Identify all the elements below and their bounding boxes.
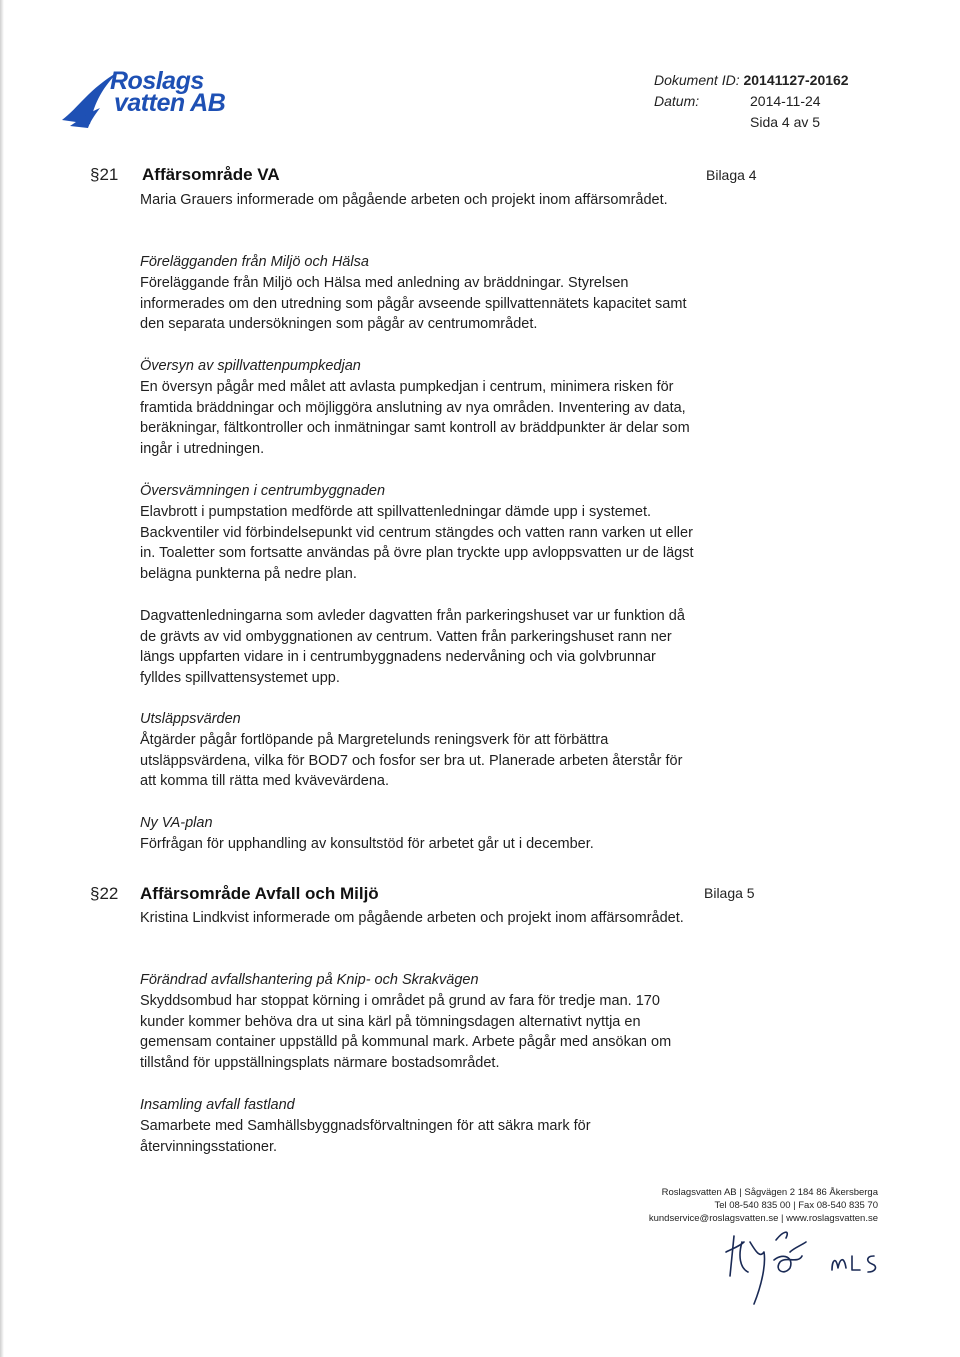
subsection-paragraph: Förfrågan för upphandling av konsultstöd för arbetet går ut i december. [140, 835, 594, 852]
section-22-intro [140, 908, 700, 929]
section-21-intro [140, 190, 700, 211]
subsection-heading: Utsläppsvärden [140, 711, 241, 727]
subsection-paragraph: Samarbete med Samhällsbyggnadsförvaltningen för att säkra mark för återvinningsstationer. [140, 1117, 591, 1155]
page-number: Sida 4 av 5 [750, 114, 821, 130]
footer-address: Roslagsvatten AB | Sågvägen 2 184 86 Åkersberga [661, 1187, 878, 1198]
subsection-heading: Insamling avfall fastland [140, 1097, 295, 1113]
subsection-paragraph: Dagvattenledningarna som avleder dagvatten från parkeringshuset var ur funktion då de grävts av vid ombyggnationen av centrum. Vatten från parkeringshuset rann ner längs uppfarten vidare in i centrumbyggnadens nedervåning och via golvbrunnar fylldes spillvattensystemet upp. [140, 607, 685, 687]
section-22-attachment: Bilaga 5 [704, 885, 755, 901]
subsection-paragraph: En översyn pågår med målet att avlasta pumpkedjan i centrum, minimera risken för framtida bräddningar och möjliggöra anslutning av nya områden. Inventering av data, beräkningar, fältkontroller och inmätningar samt kontroll av bräddpunkter är delar som ingår i utredningen. [140, 378, 690, 458]
subsection-paragraph: Föreläggande från Miljö och Hälsa med anledning av bräddningar. Styrelsen informerades om den utredning som pågår avseende spillvattennätets kapacitet samt den separata undersökningen som pågår av centrumområdet. [140, 274, 687, 333]
logo-line-2: vatten AB [114, 89, 226, 117]
doc-id-label: Dokument ID: [654, 72, 740, 88]
logo-line-1: Roslags [110, 67, 204, 95]
subsection-paragraph: Åtgärder pågår fortlöpande på Margretelunds reningsverk för att förbättra utsläppsvärdena, vilka för BOD7 och fosfor ser bra ut. Planerade arbeten återstår för att komma till rätta med kvävevärdena. [140, 731, 683, 790]
s21-sub-5 [140, 813, 700, 855]
document-info [654, 70, 849, 133]
logo-wordmark [110, 67, 226, 117]
handwritten-initials [720, 1212, 890, 1317]
s21-sub-2 [140, 356, 700, 460]
s21-sub-3 [140, 481, 700, 689]
subsection-heading: Översyn av spillvattenpumpkedjan [140, 358, 361, 374]
s21-sub-4 [140, 709, 700, 792]
subsection-heading: Översvämningen i centrumbyggnaden [140, 483, 386, 499]
scan-edge [0, 0, 4, 1357]
subsection-heading: Ny VA-plan [140, 815, 213, 831]
signature-initials-icon [720, 1212, 890, 1312]
date-row [654, 91, 849, 112]
section-22-intro-text: Kristina Lindkvist informerade om pågående arbeten och projekt inom affärsområdet. [140, 910, 684, 926]
section-22-title: Affärsområde Avfall och Miljö [140, 884, 379, 903]
s22-sub-1 [140, 970, 700, 1074]
subsection-heading: Förelägganden från Miljö och Hälsa [140, 254, 369, 270]
date-value: 2014-11-24 [750, 93, 821, 109]
s21-sub-1 [140, 252, 700, 335]
date-label: Datum: [654, 93, 700, 109]
section-21-intro-text: Maria Grauers informerade om pågående arbeten och projekt inom affärsområdet. [140, 192, 668, 208]
footer-phone: Tel 08-540 835 00 | Fax 08-540 835 70 [714, 1200, 878, 1211]
section-22-number: §22 [90, 884, 119, 903]
s22-sub-2 [140, 1095, 700, 1157]
company-logo [60, 68, 240, 128]
subsection-heading: Förändrad avfallshantering på Knip- och Skrakvägen [140, 972, 479, 988]
doc-id-value: 20141127-20162 [743, 72, 849, 88]
footer-contact: kundservice@roslagsvatten.se | www.roslagsvatten.se [648, 1213, 878, 1224]
section-21-number: §21 [90, 165, 119, 184]
doc-id-row [654, 70, 849, 91]
section-21-attachment: Bilaga 4 [706, 167, 757, 183]
subsection-paragraph: Skyddsombud har stoppat körning i området på grund av fara för tredje man. 170 kunder kommer behöva dra ut sina kärl på tömningsdagen alternativt nyttja en gemensam container uppställd på kommunal mark. Arbete pågår med ansökan om tillstånd för uppställningsplats närmare bostadsområdet. [140, 992, 672, 1072]
subsection-paragraph: Elavbrott i pumpstation medförde att spillvattenledningar dämde upp i systemet. Backventiler vid förbindelsepunkt vid centrum stängdes och vatten rann varken ut eller in. Toaletter som fortsatte användas på övre plan tryckte upp avloppsvatten ur de lägst belägna punkterna på nedre plan. [140, 503, 694, 583]
section-21-title: Affärsområde VA [142, 165, 280, 184]
